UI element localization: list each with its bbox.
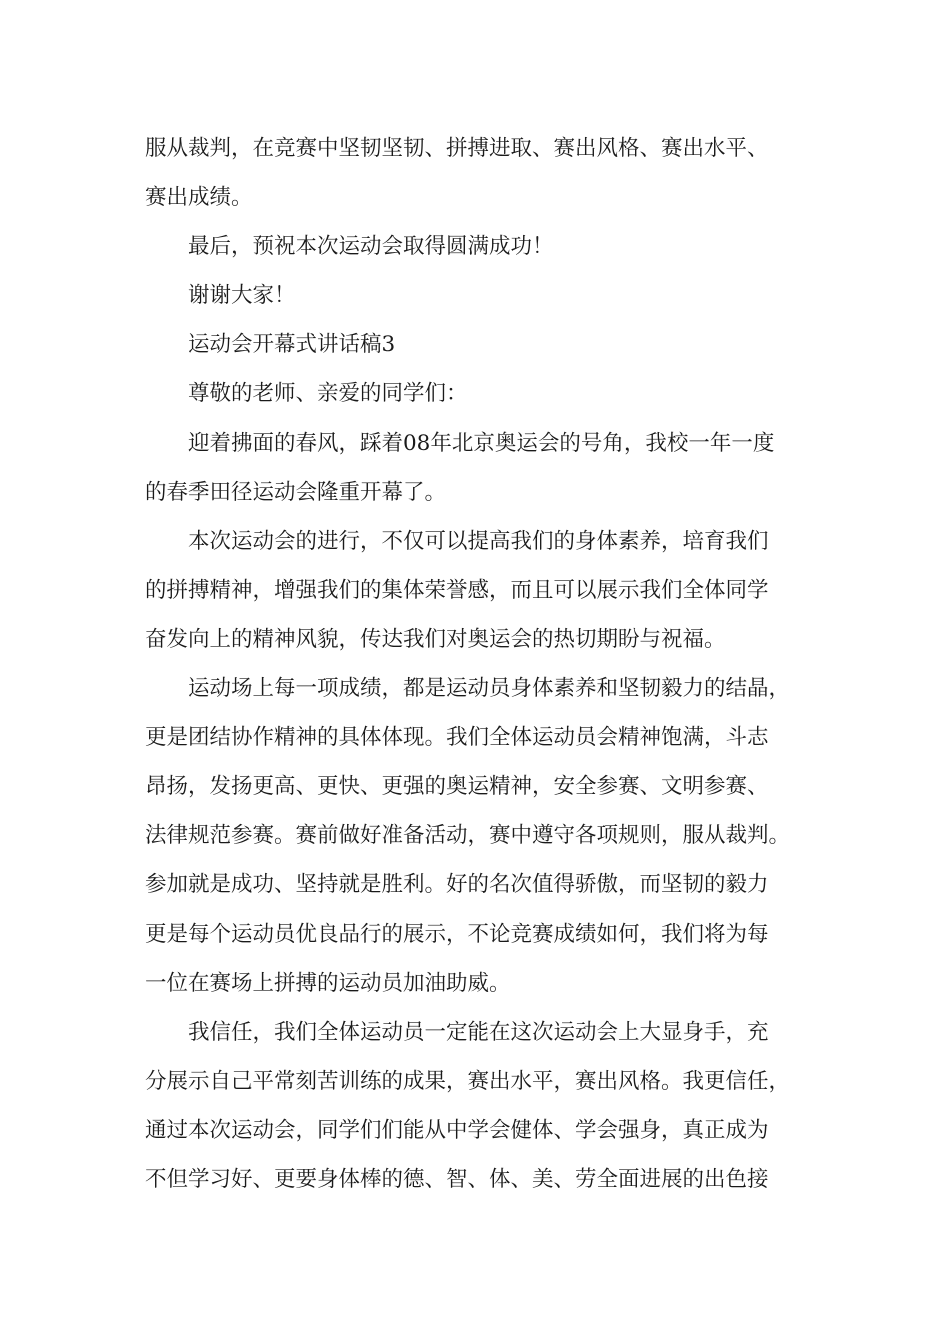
text-line: 不但学习好、更要身体棒的德、智、体、美、劳全面进展的出色接: [145, 1166, 769, 1192]
text-line: 尊敬的老师、亲爱的同学们：: [188, 381, 468, 407]
text-line: 本次运动会的进行，不仅可以提高我们的身体素养，培育我们: [188, 528, 769, 554]
text-line: 服从裁判，在竞赛中坚韧坚韧、拼搏进取、赛出风格、赛出水平、: [145, 136, 769, 161]
text-line: 的春季田径运动会隆重开幕了。: [145, 479, 447, 505]
text-line: 赛出成绩。: [145, 185, 253, 211]
text-line: 更是团结协作精神的具体体现。我们全体运动员会精神饱满，斗志: [145, 725, 769, 751]
text-line: 运动场上每一项成绩，都是运动员身体素养和坚韧毅力的结晶，: [188, 676, 791, 702]
paragraph: [145, 369, 825, 418]
text-line: 谢谢大家！: [188, 283, 296, 309]
text-line: 一位在赛场上拼搏的运动员加油助威。: [145, 970, 511, 996]
paragraph: [145, 320, 825, 369]
text-line: 最后，预祝本次运动会取得圆满成功！: [188, 234, 554, 260]
text-line: 我信任，我们全体运动员一定能在这次运动会上大显身手，充: [188, 1019, 769, 1045]
paragraph: [145, 664, 825, 1008]
paragraph: [145, 124, 825, 222]
paragraph: [145, 517, 825, 664]
text-line: 通过本次运动会，同学们们能从中学会健体、学会强身，真正成为: [145, 1117, 769, 1143]
document-body: [145, 124, 825, 1204]
text-line: 昂扬，发扬更高、更快、更强的奥运精神，安全参赛、文明参赛、: [145, 774, 769, 800]
text-line: 分展示自己平常刻苦训练的成果，赛出水平，赛出风格。我更信任，: [145, 1068, 791, 1094]
paragraph: [145, 271, 825, 320]
text-line: 的拼搏精神，增强我们的集体荣誉感，而且可以展示我们全体同学: [145, 577, 769, 603]
text-line: 更是每个运动员优良品行的展示，不论竞赛成绩如何，我们将为每: [145, 921, 769, 947]
text-line: 运动会开幕式讲话稿3: [188, 332, 396, 358]
text-line: 法律规范参赛。赛前做好准备活动，赛中遵守各项规则，服从裁判。: [145, 823, 791, 849]
paragraph: [145, 419, 825, 517]
text-line: 参加就是成功、坚持就是胜利。好的名次值得骄傲，而坚韧的毅力: [145, 872, 769, 898]
paragraph: [145, 222, 825, 271]
paragraph: [145, 1008, 825, 1204]
text-line: 奋发向上的精神风貌，传达我们对奥运会的热切期盼与祝福。: [145, 626, 726, 652]
text-line: 迎着拂面的春风，踩着08年北京奥运会的号角，我校一年一度: [188, 430, 775, 456]
